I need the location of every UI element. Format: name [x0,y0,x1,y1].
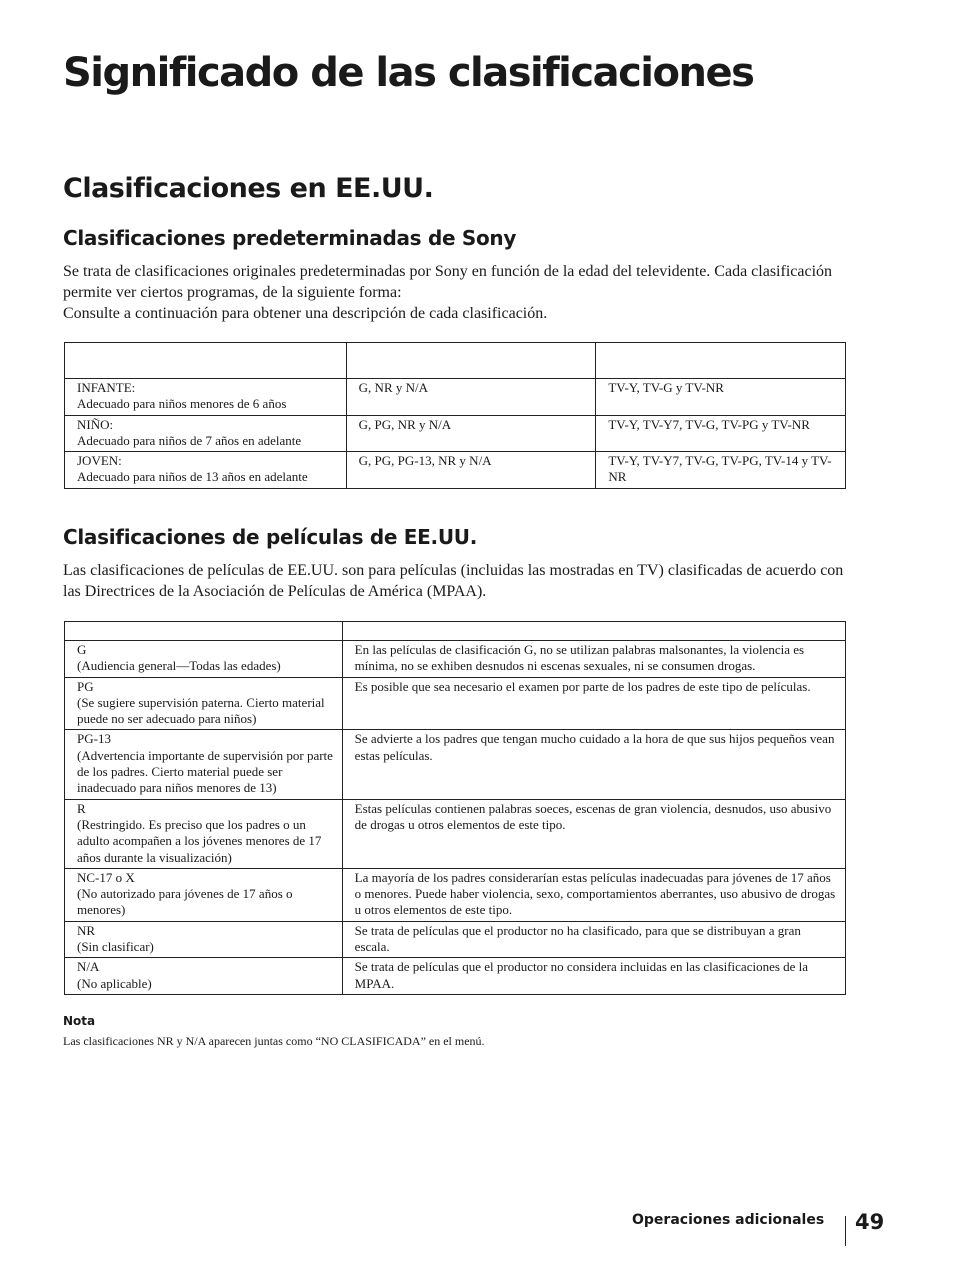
rating-level-name: NIÑO: [77,416,114,432]
sony-intro-line-1: Se trata de clasificaciones originales predeterminadas por Sony en función de la edad del televidente. Cada clasificación permite ver ciertos programas, de la siguiente forma: [63,263,833,301]
table-row [65,868,846,921]
rating-level-desc: Adecuado para niños de 13 años en adelante [77,469,308,485]
rating-level-name: INFANTE: [77,380,136,395]
rating-code: NR [77,922,96,938]
movie-ratings-cell: G, PG, NR y N/A [346,415,596,452]
rating-description: Se trata de películas que el productor no considera incluidas en las clasificaciones de la MPAA. [342,958,845,995]
footer-section-name: Operaciones adicionales [632,1212,825,1228]
rating-cell [65,921,343,958]
note-heading: Nota [63,1014,96,1028]
rating-code: N/A [77,959,100,975]
movie-ratings-cell: G, NR y N/A [346,379,596,416]
rating-description: Es posible que sea necesario el examen por parte de los padres de este tipo de películas. [342,677,845,730]
table-header-cell [342,622,845,641]
table-row [65,415,846,452]
tv-ratings-cell: TV-Y, TV-Y7, TV-G, TV-PG, TV-14 y TV-NR [596,452,846,489]
sony-ratings-intro [63,261,843,324]
rating-note: (Se sugiere supervisión paterna. Cierto material puede no ser adecuado para niños) [77,694,325,727]
table-row [65,379,846,416]
rating-code: R [77,800,86,816]
movie-ratings-cell: G, PG, PG-13, NR y N/A [346,452,596,489]
rating-level-name: JOVEN: [77,453,122,469]
rating-description: La mayoría de los padres considerarían estas películas inadecuadas para jóvenes de 17 años o menores. Puede haber violencia, sexo, comportamientos aberrantes, uso abusivo de drogas u otros elementos de este tipo. [342,868,845,921]
table-header-row [65,343,846,379]
table-header-cell [65,343,347,379]
rating-description: Estas películas contienen palabras soeces, escenas de gran violencia, desnudos, uso abusivo de drogas u otros elementos de este tipo. [342,799,845,868]
table-row [65,730,846,799]
rating-note: (No aplicable) [77,975,152,991]
page-number: 49 [855,1210,885,1234]
rating-cell [65,641,343,678]
rating-level-desc: Adecuado para niños de 7 años en adelante [77,432,302,448]
rating-level-desc: Adecuado para niños menores de 6 años [77,396,287,412]
rating-level-cell [65,415,347,452]
rating-cell [65,868,343,921]
rating-code: PG-13 [77,731,111,747]
rating-description: En las películas de clasificación G, no se utilizan palabras malsonantes, la violencia es mínima, no se exhiben desnudos ni escenas sexuales, ni se consumen drogas. [342,641,845,678]
rating-note: (Audiencia general—Todas las edades) [77,658,281,674]
movie-ratings-intro: Las clasificaciones de películas de EE.UU. son para películas (incluidas las mostradas en TV) clasificadas de acuerdo con las Directrices de la Asociación de Películas de América (MPAA). [63,562,844,600]
table-header-cell [65,622,343,641]
table-row [65,958,846,995]
note-text: Las clasificaciones NR y N/A aparecen juntas como “NO CLASIFICADA” en el menú. [63,1034,485,1048]
sony-intro-line-2: Consulte a continuación para obtener una descripción de cada clasificación. [63,305,548,322]
rating-level-cell [65,379,347,416]
rating-cell [65,677,343,730]
table-row [65,921,846,958]
sony-ratings-table [64,342,846,489]
rating-note: (Sin clasificar) [77,939,154,955]
rating-cell [65,730,343,799]
rating-code: PG [77,678,94,694]
movie-ratings-heading: Clasificaciones de películas de EE.UU. [63,525,478,549]
table-row [65,452,846,489]
rating-description: Se trata de películas que el productor no ha clasificado, para que se distribuyan a gran escala. [342,921,845,958]
rating-code: NC-17 o X [77,869,135,885]
footer-divider [845,1216,846,1246]
tv-ratings-cell: TV-Y, TV-G y TV-NR [596,379,846,416]
rating-description: Se advierte a los padres que tengan mucho cuidado a la hora de que sus hijos pequeños vean estas películas. [342,730,845,799]
table-header-cell [346,343,596,379]
rating-note: (Advertencia importante de supervisión por parte de los padres. Cierto material puede ser inadecuado para niños menores de 13) [77,747,333,796]
table-row [65,799,846,868]
movie-ratings-table [64,621,846,995]
table-header-cell [596,343,846,379]
page-title: Significado de las clasificaciones [63,50,754,96]
table-row [65,677,846,730]
rating-note: (Restringido. Es preciso que los padres o un adulto acompañen a los jóvenes menores de 17 años durante la visualización) [77,816,322,865]
rating-cell [65,958,343,995]
rating-cell [65,799,343,868]
sony-ratings-heading: Clasificaciones predeterminadas de Sony [63,226,517,250]
table-row [65,641,846,678]
rating-note: (No autorizado para jóvenes de 17 años o menores) [77,886,293,918]
rating-level-cell [65,452,347,489]
section-title: Clasificaciones en EE.UU. [63,173,434,204]
tv-ratings-cell: TV-Y, TV-Y7, TV-G, TV-PG y TV-NR [596,415,846,452]
rating-code: G [77,642,87,657]
table-header-row [65,622,846,641]
